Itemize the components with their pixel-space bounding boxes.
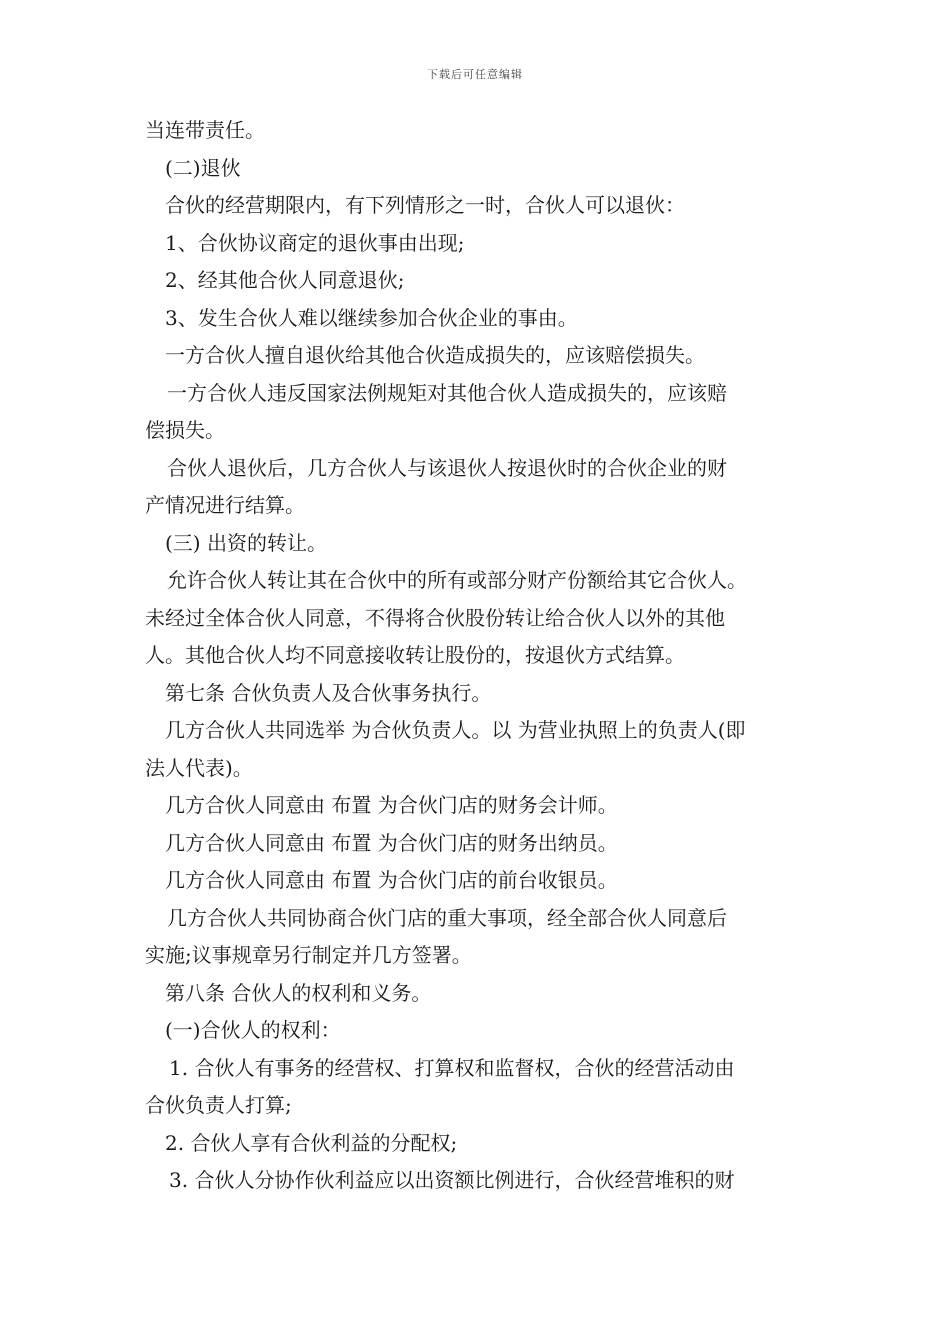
text-line: 几方合伙人共同协商合伙门店的重大事项，经全部合伙人同意后 bbox=[167, 905, 727, 930]
article-heading: 第八条 合伙人的权利和义务。 bbox=[165, 980, 432, 1005]
text-line: 未经过全体合伙人同意，不得将合伙股份转让给合伙人以外的其他 bbox=[145, 605, 725, 630]
text-line: 几方合伙人共同选举 为合伙负责人。以 为营业执照上的负责人(即 bbox=[165, 718, 746, 742]
text-line: 法人代表)。 bbox=[145, 755, 253, 780]
text-line: 允许合伙人转让其在合伙中的所有或部分财产份额给其它合伙人。 bbox=[167, 568, 747, 592]
text-line: 实施;议事规章另行制定并几方签署。 bbox=[145, 943, 472, 967]
text-line: 产情况进行结算。 bbox=[145, 493, 305, 517]
list-item: 2、经其他合伙人同意退伙; bbox=[165, 268, 405, 292]
list-item: 2. 合伙人享有合伙利益的分配权; bbox=[165, 1130, 458, 1155]
text-line: 合伙的经营期限内，有下列情形之一时，合伙人可以退伙： bbox=[165, 193, 685, 217]
text-line: 一方合伙人违反国家法例规矩对其他合伙人造成损失的，应该赔 bbox=[167, 380, 727, 405]
text-line: 合伙负责人打算; bbox=[145, 1093, 292, 1117]
page-header-note: 下载后可任意编辑 bbox=[427, 68, 523, 81]
list-item: 1. 合伙人有事务的经营权、打算权和监督权，合伙的经营活动由 bbox=[169, 1055, 735, 1080]
list-item: 3. 合伙人分协作伙利益应以出资额比例进行，合伙经营堆积的财 bbox=[169, 1168, 735, 1192]
text-line: 几方合伙人同意由 布置 为合伙门店的财务会计师。 bbox=[165, 793, 618, 817]
text-line: 当连带责任。 bbox=[145, 118, 265, 142]
text-line: 几方合伙人同意由 布置 为合伙门店的前台收银员。 bbox=[165, 868, 618, 892]
list-item: 3、发生合伙人难以继续参加合伙企业的事由。 bbox=[165, 305, 578, 330]
text-line: 一方合伙人擅自退伙给其他合伙造成损失的，应该赔偿损失。 bbox=[165, 343, 705, 367]
document-body bbox=[145, 112, 815, 1200]
article-heading: 第七条 合伙负责人及合伙事务执行。 bbox=[165, 680, 492, 705]
section-heading: (一)合伙人的权利： bbox=[165, 1018, 341, 1042]
text-line: 人。其他合伙人均不同意接收转让股份的，按退伙方式结算。 bbox=[145, 643, 685, 667]
text-line: 合伙人退伙后，几方合伙人与该退伙人按退伙时的合伙企业的财 bbox=[167, 455, 727, 480]
text-line: 几方合伙人同意由 布置 为合伙门店的财务出纳员。 bbox=[165, 830, 618, 855]
list-item: 1、合伙协议商定的退伙事由出现; bbox=[165, 230, 465, 255]
text-line: 偿损失。 bbox=[145, 418, 225, 442]
section-heading: (二)退伙 bbox=[165, 155, 241, 180]
section-heading: (三) 出资的转让。 bbox=[165, 530, 327, 555]
